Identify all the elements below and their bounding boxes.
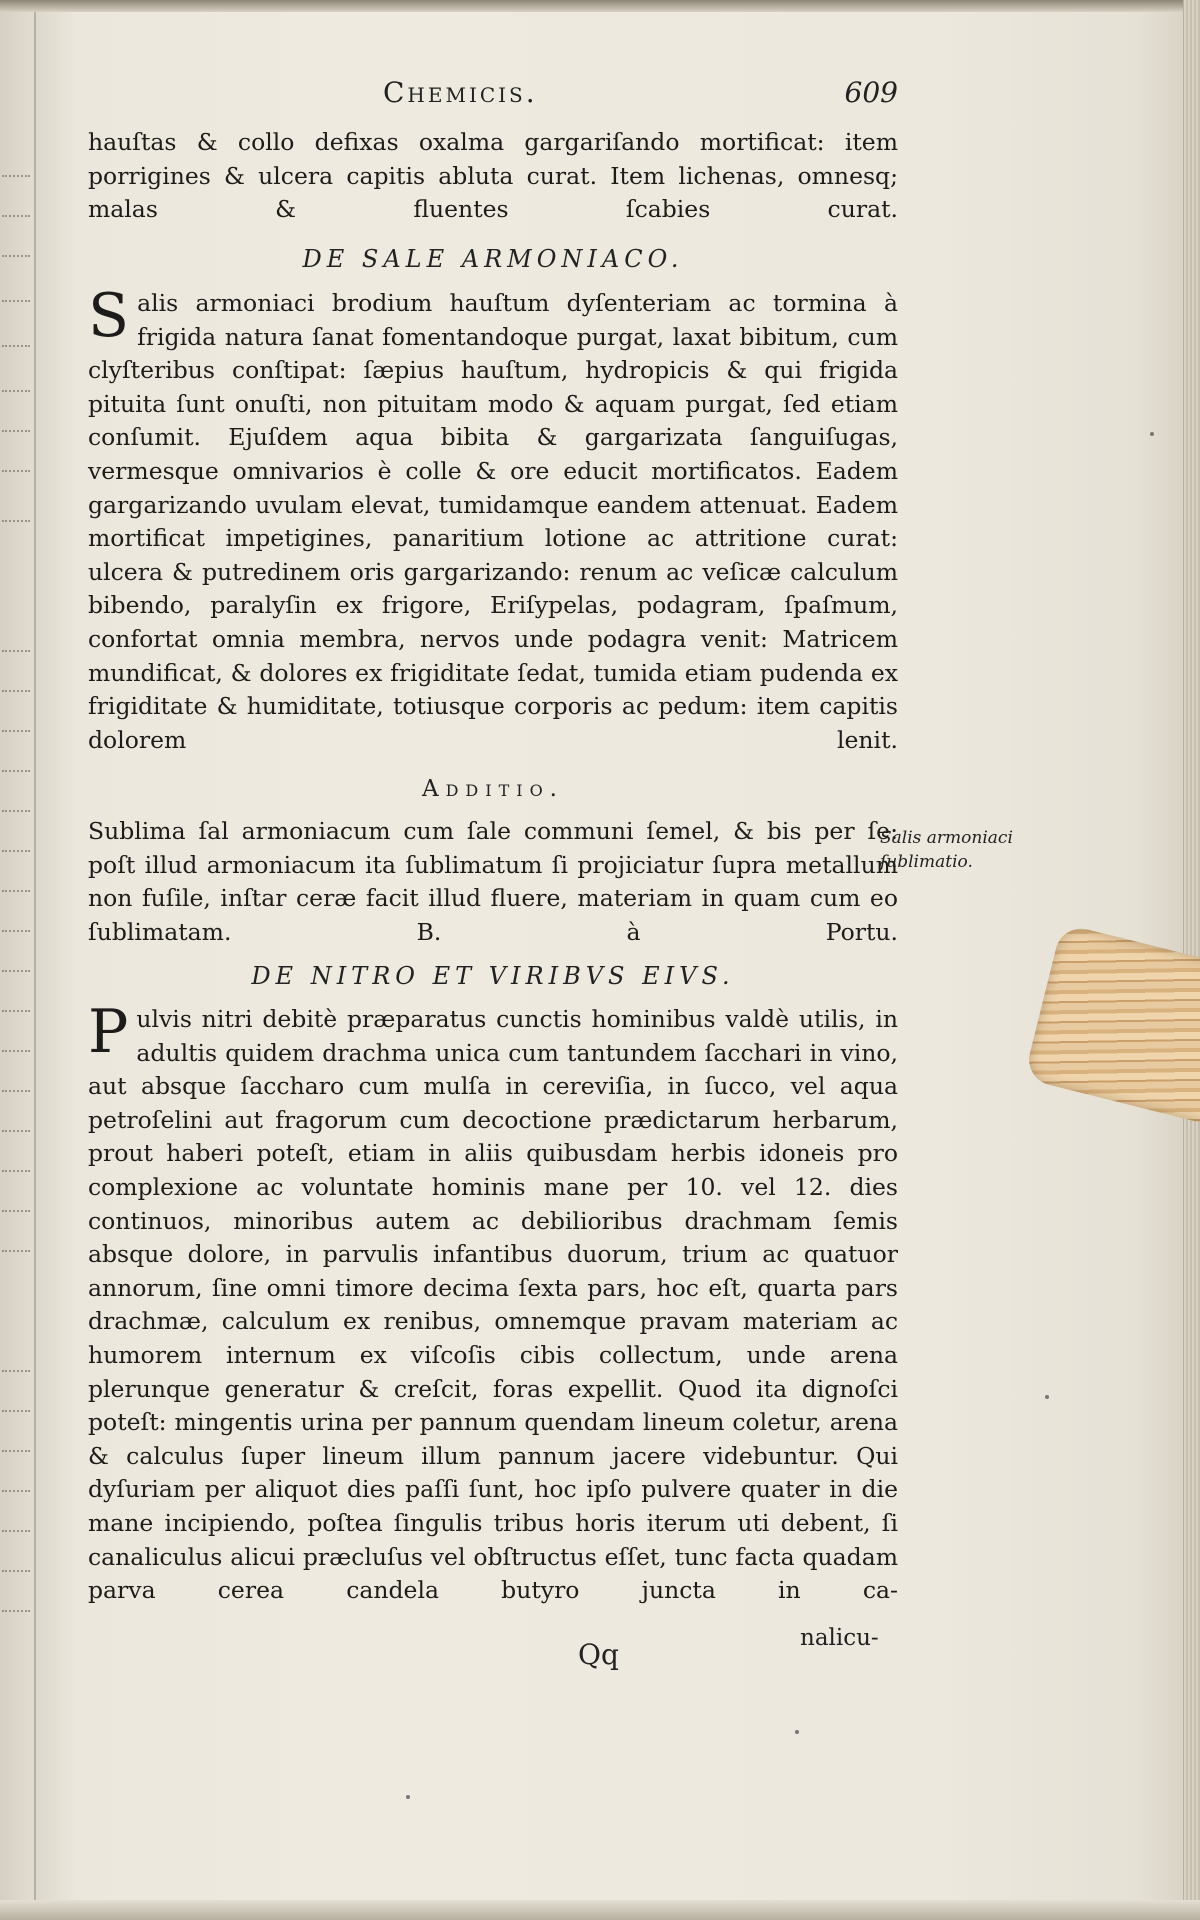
bleed-through-line — [2, 690, 30, 702]
bleed-through-line — [2, 1370, 30, 1382]
bleed-through-line — [2, 930, 30, 942]
bleed-through-line — [2, 850, 30, 862]
page-top-edge — [0, 0, 1200, 12]
bleed-through-line — [2, 470, 30, 482]
catchword: nalicu- — [800, 1625, 879, 1651]
bleed-through-line — [2, 1490, 30, 1502]
bleed-through-line — [2, 1010, 30, 1022]
bleed-through-line — [2, 810, 30, 822]
bleed-through-line — [2, 520, 30, 532]
bleed-through-line — [2, 390, 30, 402]
section-heading-sal-armoniaco: DE SALE ARMONIACO. — [302, 245, 684, 273]
section-heading-additio: Additio. — [421, 776, 564, 802]
bleed-through-line — [2, 1170, 30, 1182]
margin-note: Salis armoniaci ſublimatio. — [880, 828, 1013, 872]
bleed-through-line — [2, 730, 30, 742]
bleed-through-line — [2, 1450, 30, 1462]
bleed-through-line — [2, 345, 30, 357]
bleed-through-line — [2, 215, 30, 227]
paragraph-continued: hauſtas & collo defixas oxalma gargariſando mortificat: item porrigines & ulcera capitis abluta curat. Item lichenas, omnesq; malas & fluentes ſcabies curat. — [88, 128, 898, 224]
paragraph-additio: Sublima ſal armoniacum cum ſale communi ſemel, & bis per ſe: poſt illud armoniacum ita ſublimatum ſi projiciatur ſupra metallum non fuſile, inſtar ceræ facit illud fluere, materiam in quam cum eo ſublimatam. B. à Portu. — [88, 817, 898, 946]
bleed-through-line — [2, 300, 30, 312]
bleed-through-line — [2, 175, 30, 187]
facing-page-edge — [0, 0, 34, 1920]
bleed-through-line — [2, 255, 30, 267]
section-heading-nitro: DE NITRO ET VIRIBVS EIVS. — [251, 962, 735, 990]
signature-mark: Qq — [578, 1638, 619, 1671]
bleed-through-line — [2, 1090, 30, 1102]
paragraph-nitro: Pulvis nitri debitè præparatus cunctis hominibus valdè utilis, in adultis quidem drachma unica cum tantundem ſacchari in vino, aut absque ſaccharo cum mulſa in cereviſia, in ſucco, vel aqua petroſelini aut fragorum cum decoctione prædictarum herbarum, prout haberi poteſt, etiam in aliis quibusdam herbis idoneis pro complexione ac voluntate hominis mane per 10. vel 12. dies continuos, minoribus autem ac debilioribus drachmam ſemis absque dolore, in parvulis infantibus duorum, trium ac quatuor annorum, ſine omni timore decima ſexta pars, hoc eſt, quarta pars drachmæ, calculum ex renibus, omnemque pravam materiam ac humorem internum ex viſcoſis cibis collectum, unde arena plerunque generatur & creſcit, foras expellit. Quod ita dignoſci poteſt: mingentis urina per pannum quendam lineum coletur, arena & calculus ſuper lineum illum pannum jacere videbuntur. Qui dyſuriam per aliquot dies paſſi ſunt, hoc ipſo pulvere quater in die mane incipiendo, poſtea ſingulis tribus horis iterum uti debent, ſi canaliculus alicui præcluſus vel obſtructus eſſet, tunc facta quadam parva cerea candela butyro juncta in ca- — [88, 997, 898, 1605]
running-title: Chemicis. — [383, 76, 538, 109]
bleed-through-line — [2, 650, 30, 662]
bleed-through-line — [2, 1530, 30, 1542]
bleed-through-line — [2, 970, 30, 982]
page-header — [88, 76, 898, 116]
bleed-through-line — [2, 430, 30, 442]
page-bottom-edge — [0, 1900, 1200, 1920]
bleed-through-line — [2, 1130, 30, 1142]
bleed-through-line — [2, 1570, 30, 1582]
bleed-through-line — [2, 1610, 30, 1622]
bleed-through-line — [2, 1250, 30, 1262]
paper-speck — [406, 1795, 410, 1799]
paper-speck — [1150, 432, 1154, 436]
bleed-through-line — [2, 890, 30, 902]
bleed-through-line — [2, 770, 30, 782]
page-number: 609 — [844, 76, 898, 109]
bleed-through-line — [2, 1210, 30, 1222]
paper-speck — [795, 1730, 799, 1734]
bleed-through-line — [2, 1050, 30, 1062]
bleed-through-line — [2, 1410, 30, 1422]
paper-speck — [1045, 1395, 1049, 1399]
paragraph-sal-armoniaco: Salis armoniaci brodium hauſtum dyſenteriam ac tormina à frigida natura ſanat fomentandoque purgat, laxat bibitum, cum clyſteribus conſtipat: ſæpius hauſtum, hydropicis & qui frigida pituita ſunt onuſti, non pituitam modo & aquam purgat, ſed etiam conſumit. Ejuſdem aqua bibita & gargarizata ſanguiſugas, vermesque omnivarios è colle & ore educit mortificatos. Eadem gargarizando uvulam elevat, tumidamque eandem attenuat. Eadem mortificat impetigines, panaritium lotione ac attritione curat: ulcera & putredinem oris gargarizando: renum ac veſicæ calculum bibendo, paralyſin ex frigore, Eriſypelas, podagram, ſpaſmum, confortat omnia membra, nervos unde podagra venit: Matricem mundificat, & dolores ex frigiditate ſedat, tumida etiam pudenda ex frigiditate & humiditate, totiusque corporis ac pedum: item capitis dolorem lenit. — [88, 281, 898, 754]
